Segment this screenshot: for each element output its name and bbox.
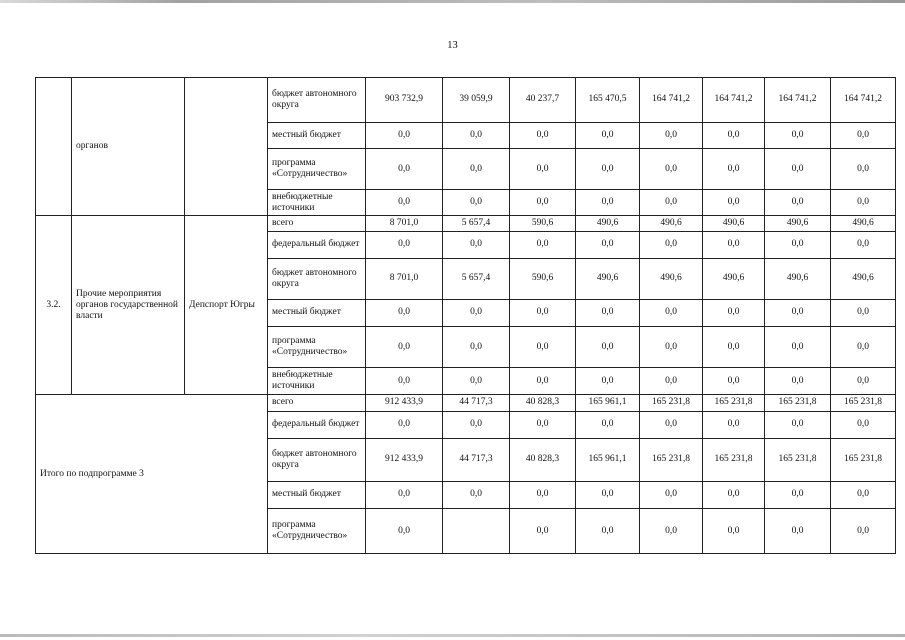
amount-cell: 0,0 bbox=[443, 411, 510, 438]
amount-cell: 0,0 bbox=[765, 122, 831, 148]
amount-cell: 0,0 bbox=[366, 149, 443, 190]
amount-cell: 0,0 bbox=[640, 411, 703, 438]
amount-cell: 5 657,4 bbox=[443, 259, 510, 300]
funding-source: программа «Сотрудничество» bbox=[268, 509, 366, 554]
amount-cell: 0,0 bbox=[640, 481, 703, 508]
amount-cell: 490,6 bbox=[576, 216, 640, 231]
amount-cell: 0,0 bbox=[703, 327, 765, 368]
amount-cell: 0,0 bbox=[831, 149, 896, 190]
amount-cell: 0,0 bbox=[831, 481, 896, 508]
table-row bbox=[36, 216, 896, 231]
amount-cell: 0,0 bbox=[703, 149, 765, 190]
amount-cell: 0,0 bbox=[510, 122, 576, 148]
funding-source: местный бюджет bbox=[268, 481, 366, 508]
amount-cell: 0,0 bbox=[765, 327, 831, 368]
amount-cell: 0,0 bbox=[831, 189, 896, 215]
amount-cell: 0,0 bbox=[443, 299, 510, 326]
amount-cell: 490,6 bbox=[831, 216, 896, 231]
funding-source: программа «Сотрудничество» bbox=[268, 327, 366, 368]
amount-cell: 164 741,2 bbox=[640, 78, 703, 123]
amount-cell: 0,0 bbox=[366, 122, 443, 148]
amount-cell: 8 701,0 bbox=[366, 216, 443, 231]
funding-source: федеральный бюджет bbox=[268, 231, 366, 258]
amount-cell: 0,0 bbox=[510, 231, 576, 258]
amount-cell: 165 231,8 bbox=[831, 395, 896, 411]
funding-source: местный бюджет bbox=[268, 122, 366, 148]
amount-cell: 490,6 bbox=[576, 259, 640, 300]
measure-name: Прочие мероприятия органов государственной власти bbox=[72, 216, 185, 395]
amount-cell: 0,0 bbox=[510, 299, 576, 326]
amount-cell: 0,0 bbox=[765, 411, 831, 438]
amount-cell: 0,0 bbox=[366, 367, 443, 394]
amount-cell: 0,0 bbox=[366, 299, 443, 326]
amount-cell: 40 828,3 bbox=[510, 395, 576, 411]
amount-cell: 0,0 bbox=[640, 327, 703, 368]
amount-cell: 0,0 bbox=[640, 122, 703, 148]
amount-cell: 0,0 bbox=[576, 231, 640, 258]
amount-cell: 0,0 bbox=[765, 299, 831, 326]
amount-cell: 0,0 bbox=[640, 509, 703, 554]
row-number-cell bbox=[36, 78, 72, 216]
amount-cell: 0,0 bbox=[366, 481, 443, 508]
amount-cell: 0,0 bbox=[703, 367, 765, 394]
amount-cell: 165 231,8 bbox=[640, 395, 703, 411]
executor-cell bbox=[185, 78, 268, 216]
amount-cell: 0,0 bbox=[443, 189, 510, 215]
amount-cell: 0,0 bbox=[765, 367, 831, 394]
amount-cell: 0,0 bbox=[510, 149, 576, 190]
amount-cell: 490,6 bbox=[703, 259, 765, 300]
amount-cell: 0,0 bbox=[831, 411, 896, 438]
amount-cell: 0,0 bbox=[443, 231, 510, 258]
amount-cell: 0,0 bbox=[640, 149, 703, 190]
amount-cell: 912 433,9 bbox=[366, 395, 443, 411]
funding-source: программа «Сотрудничество» bbox=[268, 149, 366, 190]
funding-source: всего bbox=[268, 395, 366, 411]
budget-table bbox=[35, 77, 896, 554]
amount-cell: 39 059,9 bbox=[443, 78, 510, 123]
amount-cell: 5 657,4 bbox=[443, 216, 510, 231]
amount-cell: 0,0 bbox=[831, 299, 896, 326]
scan-artifact-top bbox=[0, 0, 905, 3]
amount-cell: 0,0 bbox=[703, 411, 765, 438]
page-number: 13 bbox=[447, 40, 458, 51]
amount-cell: 0,0 bbox=[831, 509, 896, 554]
funding-source: местный бюджет bbox=[268, 299, 366, 326]
amount-cell: 0,0 bbox=[831, 231, 896, 258]
subtotal-label: Итого по подпрограмме 3 bbox=[36, 395, 268, 554]
amount-cell: 0,0 bbox=[640, 299, 703, 326]
funding-source: федеральный бюджет bbox=[268, 411, 366, 438]
amount-cell: 590,6 bbox=[510, 216, 576, 231]
amount-cell: 0,0 bbox=[366, 411, 443, 438]
amount-cell: 0,0 bbox=[576, 327, 640, 368]
amount-cell: 490,6 bbox=[703, 216, 765, 231]
amount-cell: 490,6 bbox=[765, 216, 831, 231]
amount-cell: 490,6 bbox=[765, 259, 831, 300]
amount-cell: 0,0 bbox=[510, 481, 576, 508]
amount-cell: 0,0 bbox=[443, 122, 510, 148]
funding-source: внебюджетные источники bbox=[268, 367, 366, 394]
funding-source: бюджет автономного округа bbox=[268, 438, 366, 481]
amount-cell: 0,0 bbox=[366, 189, 443, 215]
row-number: 3.2. bbox=[36, 216, 72, 395]
amount-cell: 903 732,9 bbox=[366, 78, 443, 123]
table-row bbox=[36, 395, 896, 411]
amount-cell: 40 237,7 bbox=[510, 78, 576, 123]
amount-cell: 0,0 bbox=[576, 411, 640, 438]
amount-cell: 0,0 bbox=[831, 327, 896, 368]
amount-cell: 0,0 bbox=[510, 411, 576, 438]
amount-cell: 0,0 bbox=[831, 122, 896, 148]
amount-cell: 490,6 bbox=[640, 216, 703, 231]
amount-cell: 490,6 bbox=[831, 259, 896, 300]
amount-cell: 0,0 bbox=[765, 481, 831, 508]
amount-cell: 0,0 bbox=[576, 189, 640, 215]
amount-cell: 0,0 bbox=[443, 367, 510, 394]
table-row bbox=[36, 78, 896, 123]
amount-cell: 0,0 bbox=[510, 189, 576, 215]
amount-cell: 40 828,3 bbox=[510, 438, 576, 481]
funding-source: всего bbox=[268, 216, 366, 231]
amount-cell: 44 717,3 bbox=[443, 395, 510, 411]
amount-cell: 0,0 bbox=[366, 327, 443, 368]
amount-cell: 0,0 bbox=[576, 367, 640, 394]
amount-cell: 8 701,0 bbox=[366, 259, 443, 300]
amount-cell: 0,0 bbox=[831, 367, 896, 394]
amount-cell: 912 433,9 bbox=[366, 438, 443, 481]
amount-cell: 0,0 bbox=[576, 509, 640, 554]
amount-cell: 164 741,2 bbox=[703, 78, 765, 123]
amount-cell: 165 961,1 bbox=[576, 395, 640, 411]
amount-cell: 0,0 bbox=[765, 189, 831, 215]
executor: Депспорт Югры bbox=[185, 216, 268, 395]
amount-cell: 165 231,8 bbox=[831, 438, 896, 481]
amount-cell: 0,0 bbox=[510, 509, 576, 554]
amount-cell: 165 231,8 bbox=[703, 438, 765, 481]
amount-cell: 0,0 bbox=[640, 231, 703, 258]
funding-source: внебюджетные источники bbox=[268, 189, 366, 215]
amount-cell: 165 231,8 bbox=[765, 438, 831, 481]
amount-cell: 0,0 bbox=[640, 367, 703, 394]
amount-cell: 0,0 bbox=[703, 509, 765, 554]
amount-cell: 0,0 bbox=[576, 481, 640, 508]
amount-cell: 0,0 bbox=[443, 481, 510, 508]
amount-cell: 165 231,8 bbox=[640, 438, 703, 481]
amount-cell: 0,0 bbox=[443, 327, 510, 368]
amount-cell: 44 717,3 bbox=[443, 438, 510, 481]
amount-cell: 0,0 bbox=[576, 122, 640, 148]
funding-source: бюджет автономного округа bbox=[268, 259, 366, 300]
amount-cell: 0,0 bbox=[703, 122, 765, 148]
amount-cell: 0,0 bbox=[443, 149, 510, 190]
amount-cell: 165 231,8 bbox=[703, 395, 765, 411]
amount-cell: 0,0 bbox=[703, 231, 765, 258]
amount-cell: 0,0 bbox=[703, 299, 765, 326]
amount-cell: 490,6 bbox=[640, 259, 703, 300]
funding-source: бюджет автономного округа bbox=[268, 78, 366, 123]
amount-cell: 0,0 bbox=[576, 299, 640, 326]
amount-cell: 165 470,5 bbox=[576, 78, 640, 123]
amount-cell: 0,0 bbox=[366, 231, 443, 258]
scan-artifact-bottom bbox=[0, 634, 905, 637]
amount-cell: 0,0 bbox=[576, 149, 640, 190]
amount-cell: 0,0 bbox=[703, 481, 765, 508]
amount-cell: 0,0 bbox=[765, 231, 831, 258]
amount-cell: 0,0 bbox=[640, 189, 703, 215]
amount-cell: 0,0 bbox=[510, 327, 576, 368]
amount-cell: 0,0 bbox=[765, 509, 831, 554]
amount-cell: 0,0 bbox=[366, 509, 443, 554]
amount-cell: 0,0 bbox=[765, 149, 831, 190]
measure-name: органов bbox=[72, 78, 185, 216]
amount-cell bbox=[443, 509, 510, 554]
amount-cell: 0,0 bbox=[703, 189, 765, 215]
amount-cell: 0,0 bbox=[510, 367, 576, 394]
amount-cell: 165 231,8 bbox=[765, 395, 831, 411]
amount-cell: 165 961,1 bbox=[576, 438, 640, 481]
amount-cell: 164 741,2 bbox=[831, 78, 896, 123]
amount-cell: 590,6 bbox=[510, 259, 576, 300]
amount-cell: 164 741,2 bbox=[765, 78, 831, 123]
